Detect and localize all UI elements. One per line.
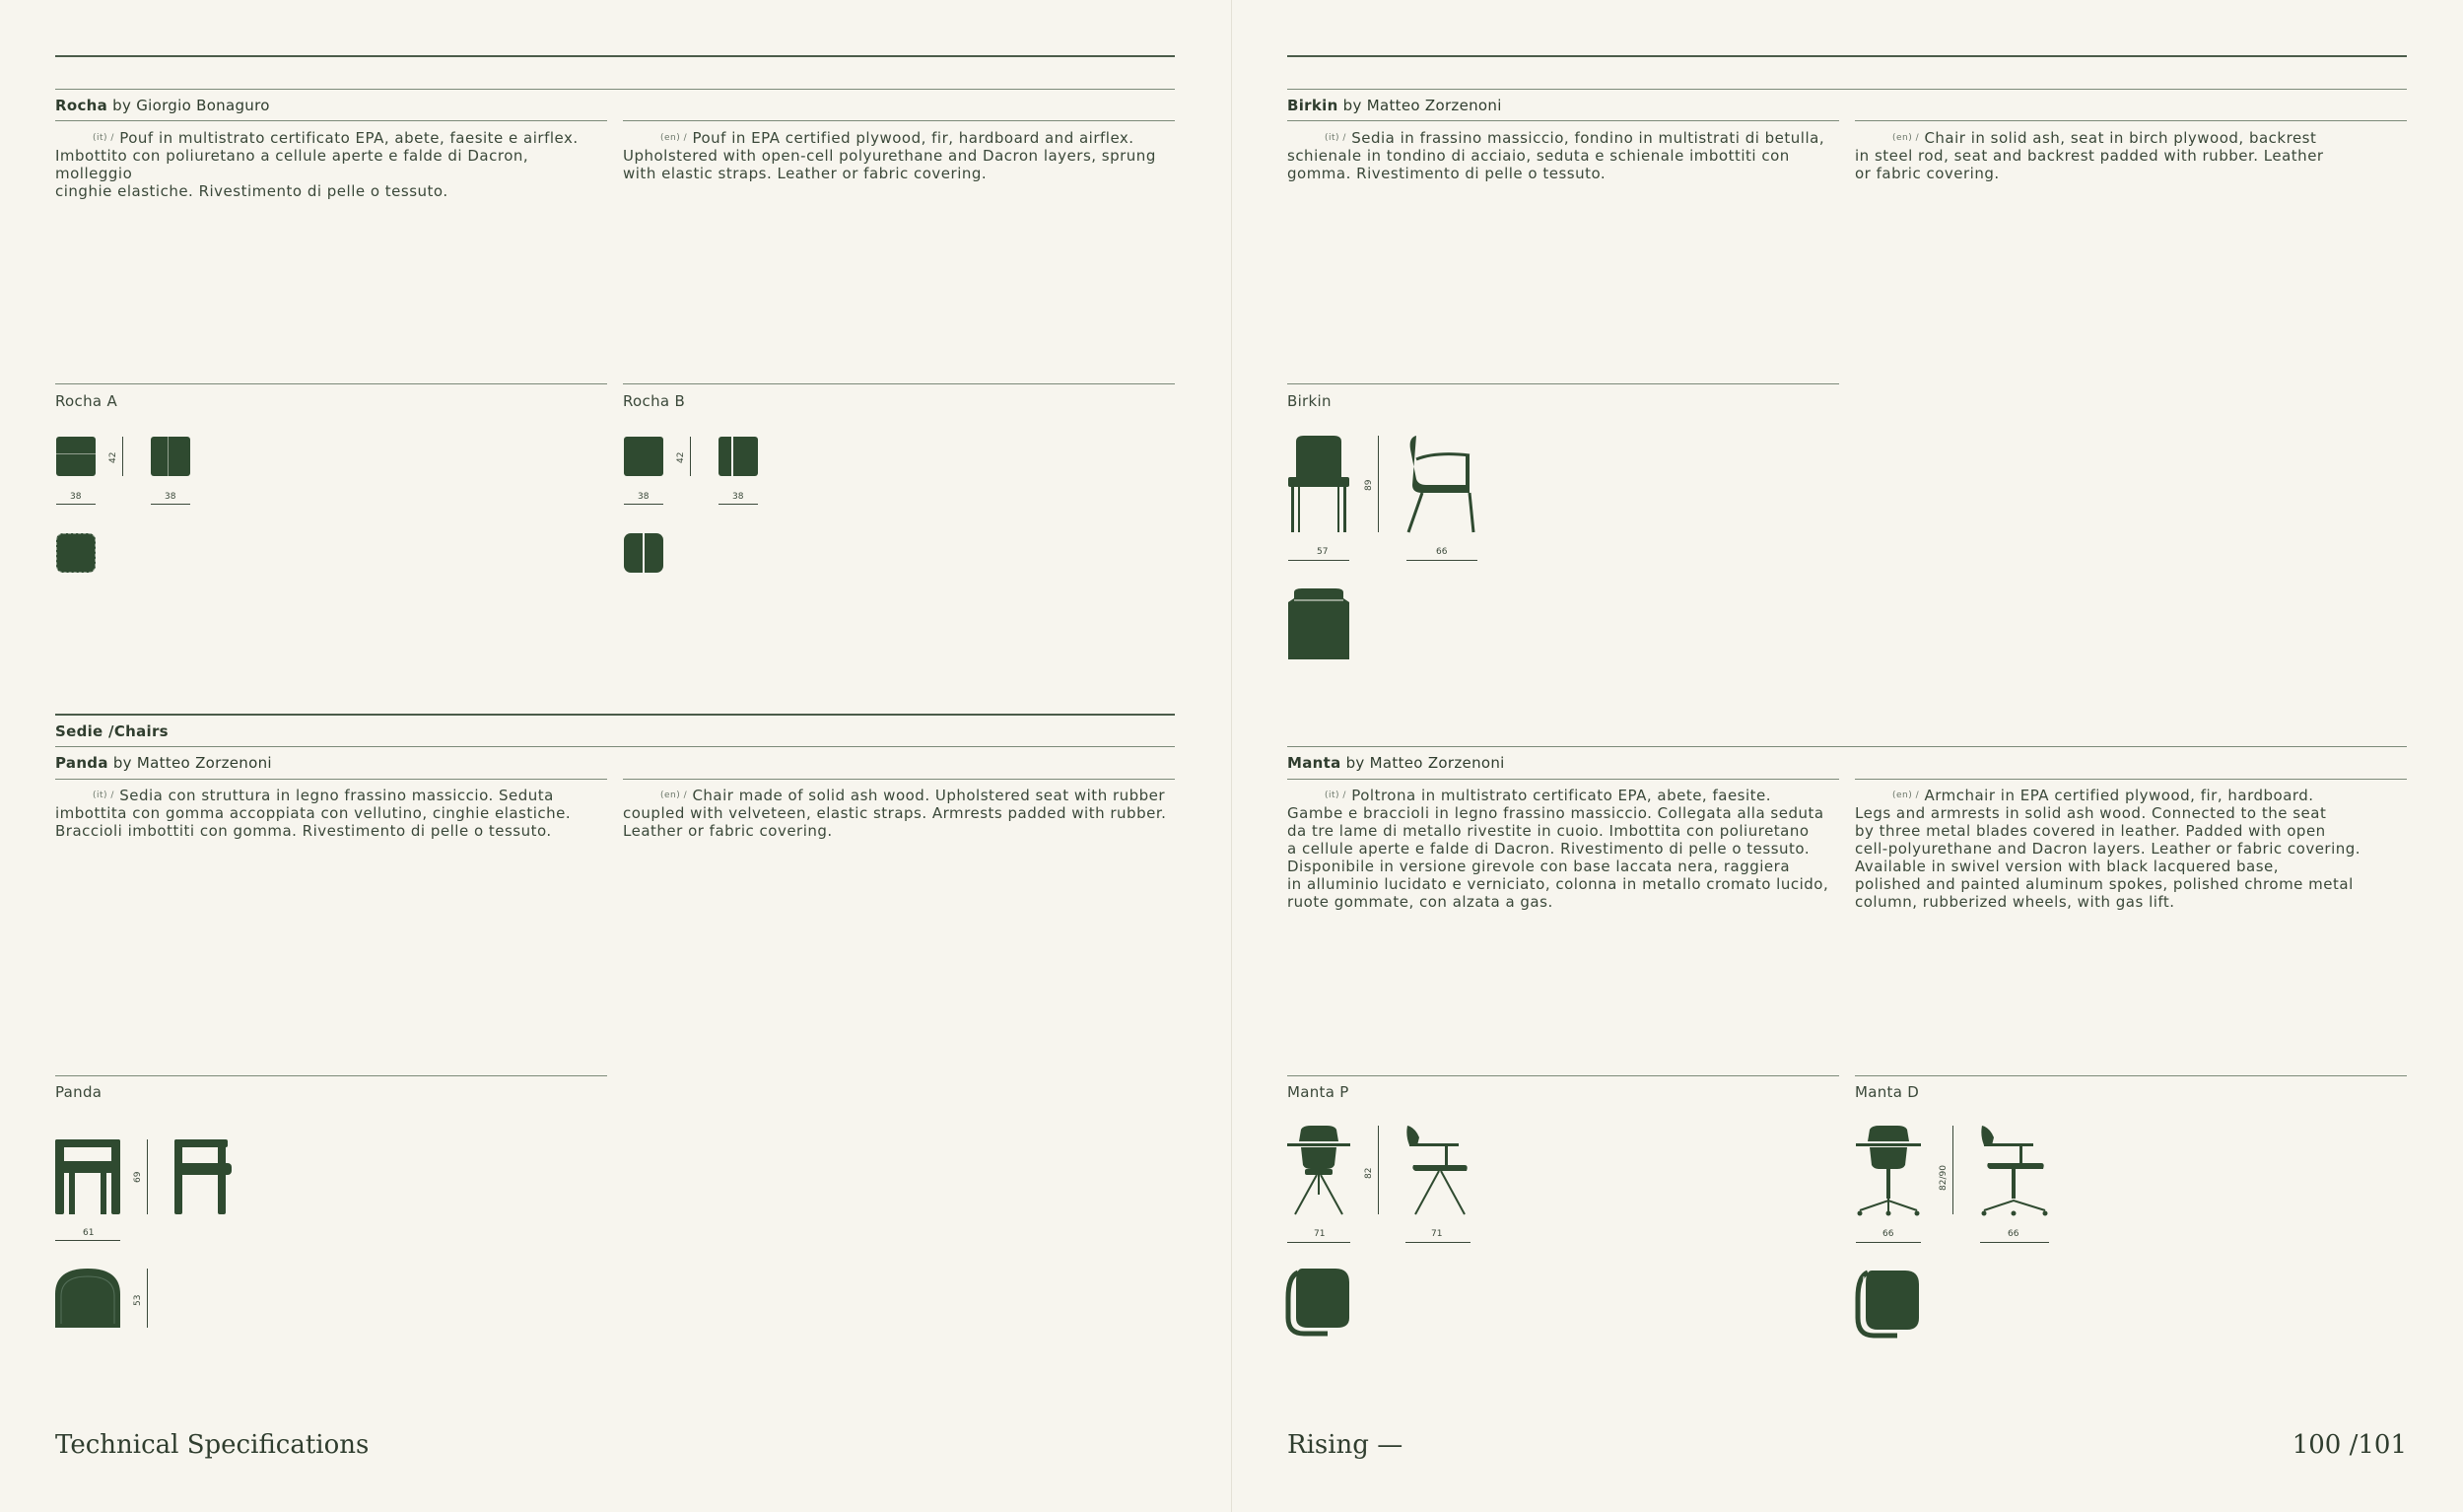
- dim-line: [122, 437, 123, 476]
- rule: [1855, 779, 2407, 780]
- rule: [55, 120, 607, 121]
- dim-line: [147, 1269, 148, 1328]
- dim-line: [1406, 560, 1477, 561]
- manta-p-label: Manta P: [1287, 1083, 1349, 1101]
- panda-width-dim: 61: [83, 1228, 95, 1238]
- manta-d-depth-dim: 66: [2008, 1229, 2019, 1239]
- rocha-b-height-dim: 42: [676, 451, 686, 463]
- rule: [1287, 383, 1839, 384]
- birkin-label: Birkin: [1287, 392, 1332, 410]
- manta-title: Manta by Matteo Zorzenoni: [1287, 754, 1505, 772]
- footer-title: Technical Specifications: [55, 1430, 370, 1460]
- dim-line: [1378, 436, 1379, 532]
- manta-p-top-drawing: [1288, 1269, 1349, 1336]
- rocha-a-depth-dim: 38: [165, 492, 176, 502]
- birkin-title: Birkin by Matteo Zorzenoni: [1287, 97, 1502, 114]
- rocha-a-width-dim: 38: [70, 492, 82, 502]
- footer-section-title: Rising —: [1287, 1430, 1403, 1460]
- rocha-a-top-drawing: [56, 533, 96, 573]
- panda-title: Panda by Matteo Zorzenoni: [55, 754, 272, 772]
- rule: [55, 746, 1175, 747]
- birkin-depth-dim: 66: [1436, 547, 1448, 557]
- dim-line: [1405, 1242, 1471, 1243]
- rocha-a-label: Rocha A: [55, 392, 118, 410]
- dim-line: [690, 437, 691, 476]
- manta-d-side-drawing: [1980, 1126, 2049, 1216]
- rocha-a-height-dim: 42: [108, 451, 118, 463]
- panda-description-it: $^{(it) /}$ Sedia con struttura in legno frassino massiccio. Seduta imbottita con gomma accoppiata con vellutino, cinghie elastiche. Braccioli imbottiti con gomma. Rivestimento di pelle o tessuto.: [55, 787, 572, 840]
- rocha-title: Rocha by Giorgio Bonaguro: [55, 97, 270, 114]
- manta-description-it: $^{(it) /}$ Poltrona in multistrato certificato EPA, abete, faesite. Gambe e braccioli in legno frassino massiccio. Collegata alla seduta da tre lame di metallo rivestite in cuoio. Imbottita con poliuretano a cellule aperte e falde di Dacron. Rivestimento di pelle o tessuto. Disponibile in versione girevole con base laccata nera, raggiera in alluminio lucidato e verniciato, colonna in metallo cromato lucido, ruote gommate, con alzata a gas.: [1287, 787, 1829, 911]
- birkin-description-en: $^{(en) /}$ Chair in solid ash, seat in birch plywood, backrest in steel rod, seat and backrest padded with rubber. Leather or fabric covering.: [1855, 129, 2324, 182]
- dim-line: [56, 504, 96, 505]
- manta-d-width-dim: 66: [1882, 1229, 1894, 1239]
- section-rule: [55, 714, 1175, 716]
- rule: [1287, 89, 2407, 90]
- rule: [623, 779, 1175, 780]
- rocha-description-it: $^{(it) /}$ Pouf in multistrato certificato EPA, abete, faesite e airflex. Imbottito con poliuretano a cellule aperte e falde di Dacron, molleggio cinghie elastiche. Rivestimento di pelle o tessuto.: [55, 129, 579, 200]
- rule: [55, 779, 607, 780]
- dim-line: [1287, 1242, 1350, 1243]
- rule: [1287, 1075, 1839, 1076]
- rule: [55, 383, 607, 384]
- rocha-description-en: $^{(en) /}$ Pouf in EPA certified plywood, fir, hardboard and airflex. Upholstered with open-cell polyurethane and Dacron layers, sprung with elastic straps. Leather or fabric covering.: [623, 129, 1156, 182]
- birkin-top-drawing: [1288, 588, 1349, 659]
- rule: [55, 1075, 607, 1076]
- dim-line: [1856, 1242, 1921, 1243]
- manta-d-height-dim: 82/90: [1939, 1165, 1949, 1191]
- rule: [623, 120, 1175, 121]
- manta-p-width-dim: 71: [1314, 1229, 1326, 1239]
- birkin-front-drawing: [1288, 436, 1349, 532]
- manta-d-front-drawing: [1856, 1126, 1921, 1216]
- dim-line: [55, 1240, 120, 1241]
- panda-front-drawing: [55, 1139, 120, 1214]
- panda-side-drawing: [174, 1139, 232, 1214]
- rocha-b-width-dim: 38: [638, 492, 650, 502]
- rocha-b-depth-dim: 38: [732, 492, 744, 502]
- panda-description-en: $^{(en) /}$ Chair made of solid ash wood. Upholstered seat with rubber coupled with velveteen, elastic straps. Armrests padded with rubber. Leather or fabric covering.: [623, 787, 1167, 840]
- top-rule-left: [55, 55, 1175, 57]
- page-spread-divider: [1231, 0, 1232, 1512]
- birkin-description-it: $^{(it) /}$ Sedia in frassino massiccio, fondino in multistrati di betulla, schienale in tondino di acciaio, seduta e schienale imbottiti con gomma. Rivestimento di pelle o tessuto.: [1287, 129, 1825, 182]
- panda-top-drawing: [55, 1269, 120, 1328]
- top-rule-right: [1287, 55, 2407, 57]
- rule: [1287, 120, 1839, 121]
- dim-line: [151, 504, 190, 505]
- birkin-height-dim: 89: [1364, 479, 1374, 491]
- manta-d-top-drawing: [1856, 1269, 1919, 1338]
- rule: [1855, 1075, 2407, 1076]
- panda-height-dim: 69: [133, 1171, 143, 1183]
- manta-d-label: Manta D: [1855, 1083, 1920, 1101]
- dim-line: [718, 504, 758, 505]
- rocha-b-front-drawing: [624, 437, 663, 476]
- dim-line: [1952, 1126, 1953, 1214]
- manta-p-depth-dim: 71: [1431, 1229, 1443, 1239]
- dim-line: [1980, 1242, 2049, 1243]
- manta-p-height-dim: 82: [1364, 1167, 1374, 1179]
- dim-line: [147, 1139, 148, 1214]
- birkin-side-drawing: [1406, 436, 1477, 532]
- dim-line: [624, 504, 663, 505]
- rule: [623, 383, 1175, 384]
- manta-description-en: $^{(en) /}$ Armchair in EPA certified plywood, fir, hardboard. Legs and armrests in solid ash wood. Connected to the seat by three metal blades covered in leather. Padded with open cell-polyurethane and Dacron layers. Leather or fabric covering. Available in swivel version with black lacquered base, polished and painted aluminum spokes, polished chrome metal column, rubberized wheels, with gas lift.: [1855, 787, 2361, 911]
- rule: [1855, 120, 2407, 121]
- birkin-width-dim: 57: [1317, 547, 1329, 557]
- section-title: Sedie /Chairs: [55, 722, 169, 740]
- dim-line: [1288, 560, 1349, 561]
- page-numbers: 100 /101: [2292, 1430, 2407, 1460]
- rule: [55, 89, 1175, 90]
- panda-label: Panda: [55, 1083, 103, 1101]
- manta-p-front-drawing: [1287, 1126, 1350, 1214]
- rule: [1287, 779, 1839, 780]
- manta-p-side-drawing: [1405, 1126, 1471, 1214]
- dim-line: [1378, 1126, 1379, 1214]
- rule: [1287, 746, 2407, 747]
- rocha-b-label: Rocha B: [623, 392, 686, 410]
- panda-depth-dim: 53: [133, 1294, 143, 1306]
